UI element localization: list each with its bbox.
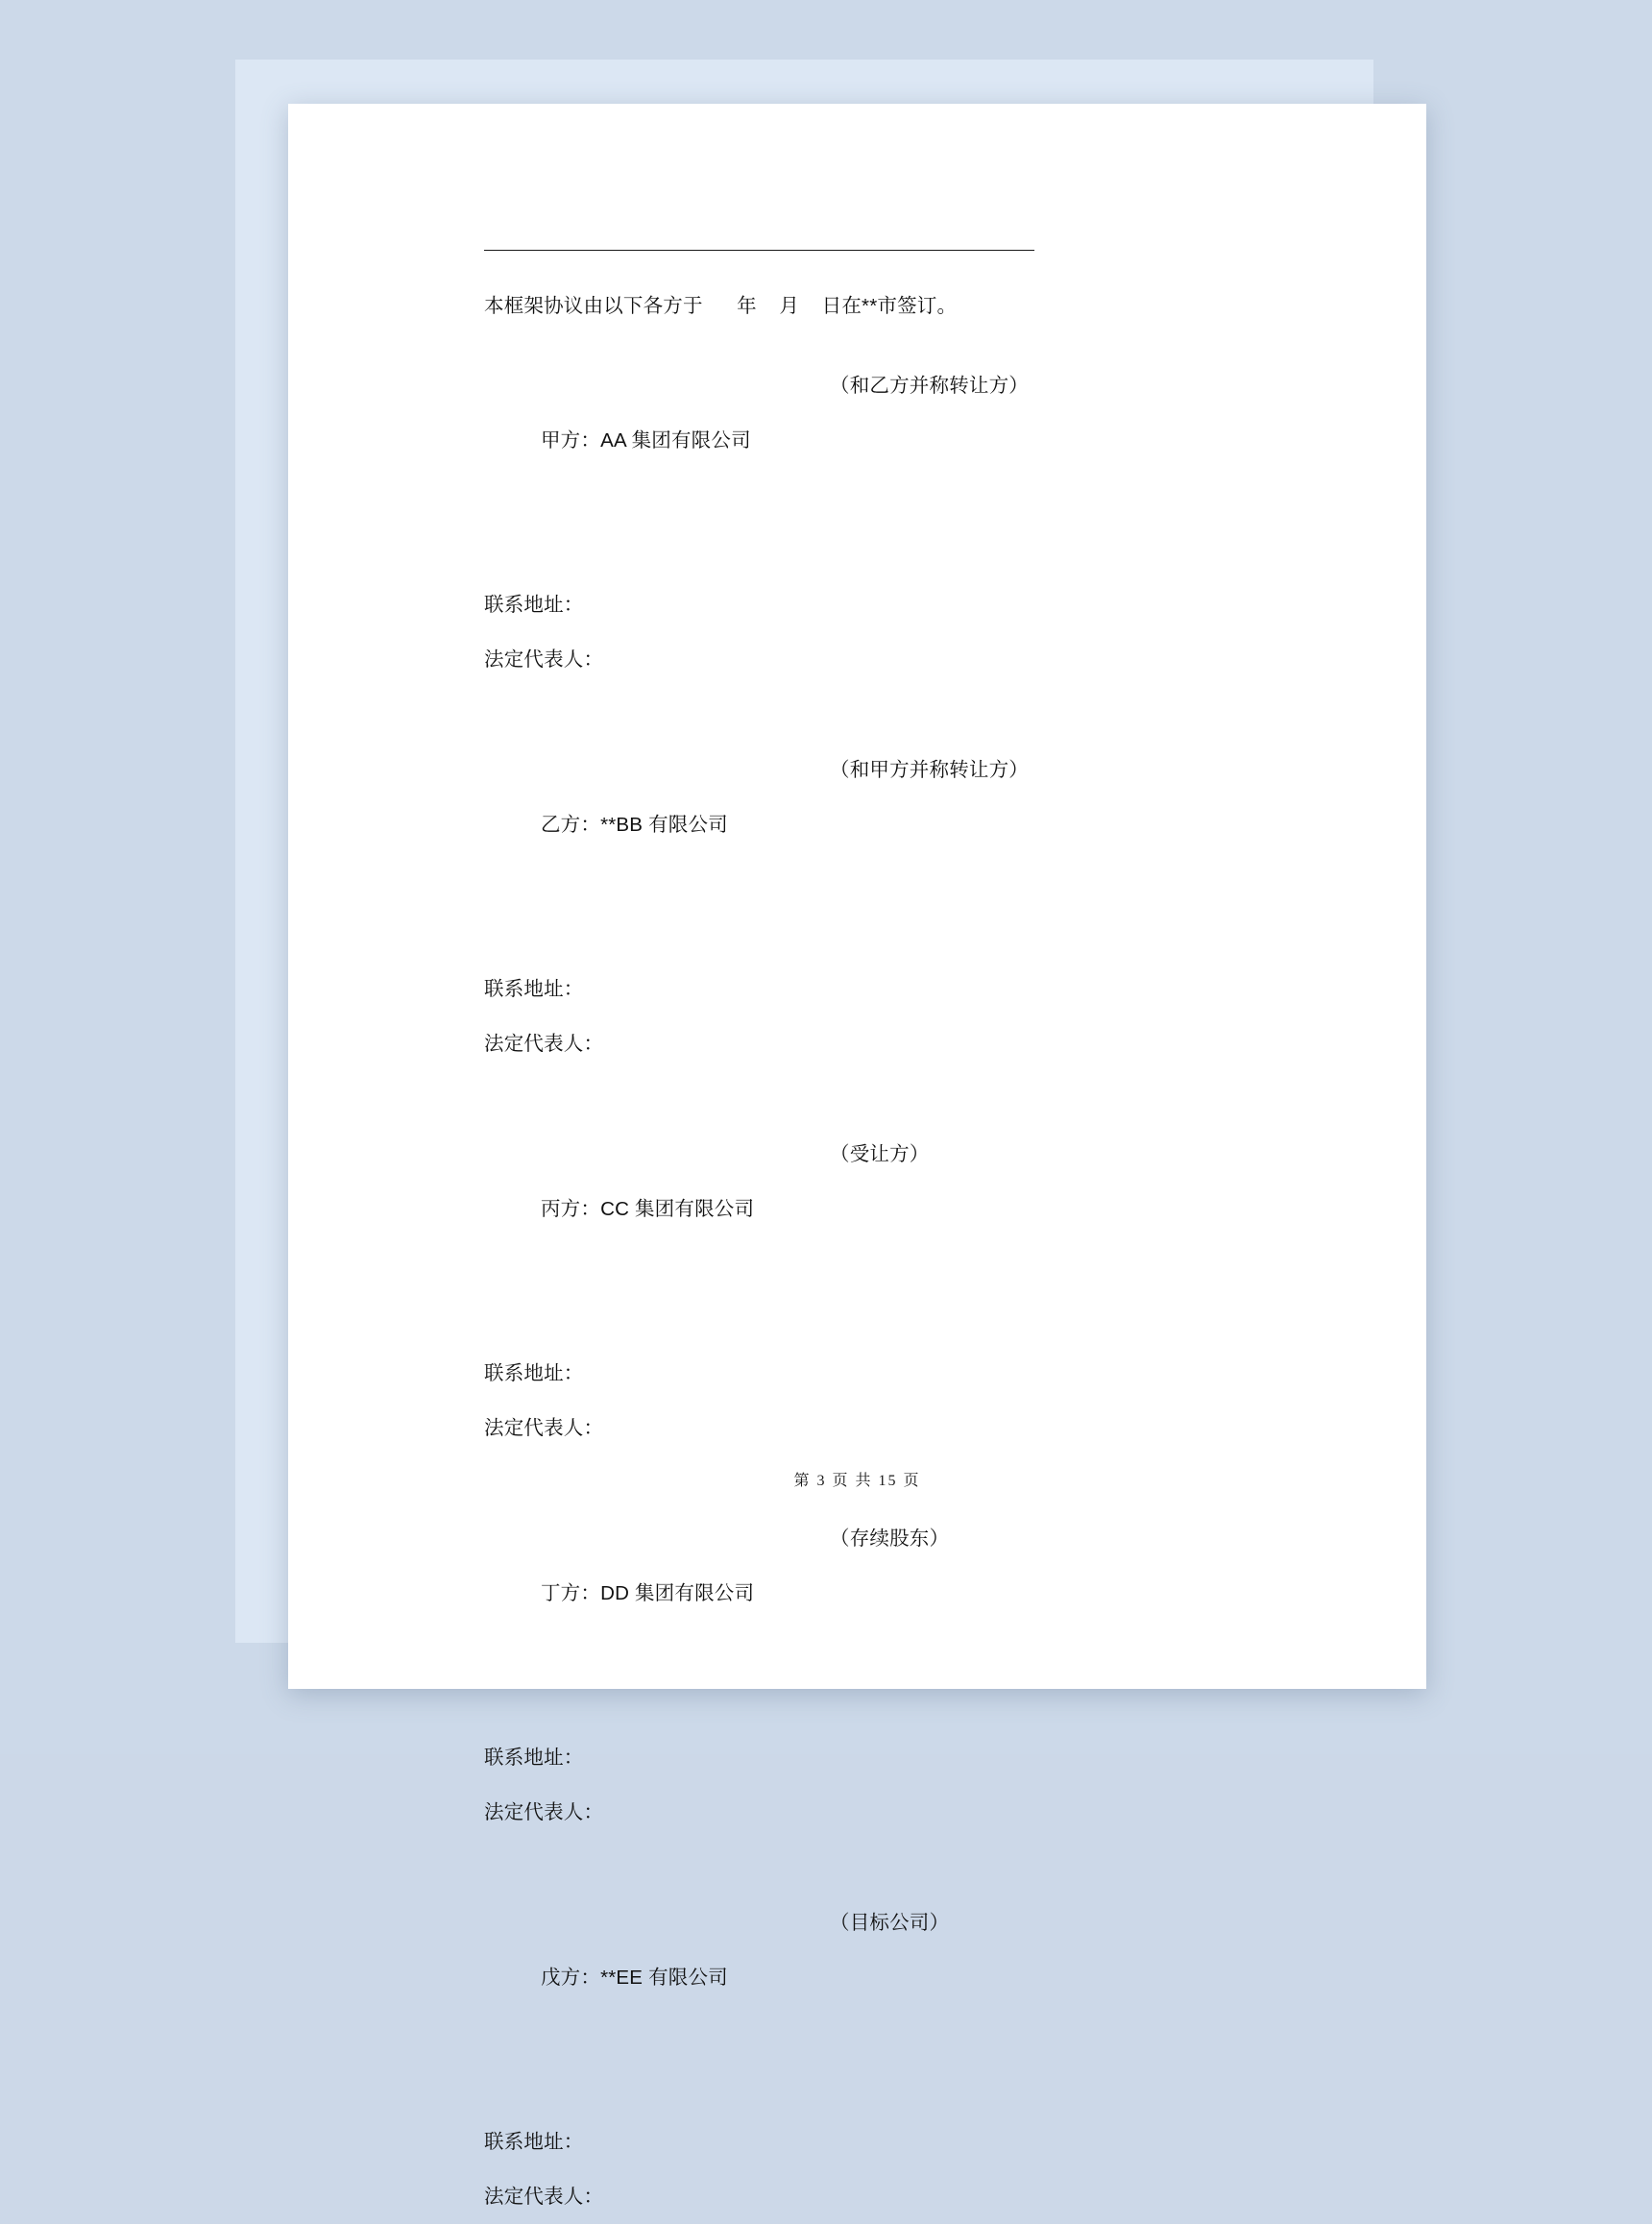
spacer — [484, 1840, 1243, 1895]
party-address-label: 联系地址： — [484, 978, 584, 1000]
party-role-note: （目标公司） — [830, 1912, 950, 1934]
party-name-line — [484, 743, 1243, 962]
party-name-line — [484, 358, 1243, 577]
party-role-note: （存续股东） — [830, 1527, 950, 1550]
spacer — [484, 333, 1243, 358]
spacer — [484, 1071, 1243, 1127]
party-address-label: 联系地址： — [484, 1362, 584, 1384]
party-address-label: 联系地址： — [484, 1747, 584, 1769]
intro-line: 本框架协议由以下各方于 年 月 日在**市签订。 — [484, 295, 958, 317]
party-name-line — [484, 1895, 1243, 2114]
party-name: 甲方：AA 集团有限公司 — [540, 429, 751, 452]
party-role-note: （和乙方并称转让方） — [830, 375, 1029, 397]
party-legal-rep-label: 法定代表人： — [484, 648, 604, 671]
party-name-line — [484, 1127, 1243, 1346]
party-address-label: 联系地址： — [484, 594, 584, 616]
party-legal-rep-label: 法定代表人： — [484, 2186, 604, 2208]
horizontal-rule — [484, 250, 1034, 251]
document-body — [484, 279, 1243, 2224]
party-name-line — [484, 1511, 1243, 1730]
page-footer: 第 3 页 共 15 页 — [793, 1473, 921, 1489]
party-name: 戊方：**EE 有限公司 — [540, 1967, 728, 1989]
spacer — [484, 687, 1243, 743]
party-role-note: （和甲方并称转让方） — [830, 759, 1029, 781]
party-address-label: 联系地址： — [484, 2131, 584, 2153]
party-name: 丁方：DD 集团有限公司 — [540, 1582, 755, 1604]
party-role-note: （受让方） — [830, 1143, 930, 1165]
document-page — [288, 104, 1426, 2208]
document-page-content — [288, 104, 1426, 2208]
party-legal-rep-label: 法定代表人： — [484, 1033, 604, 1055]
party-legal-rep-label: 法定代表人： — [484, 1417, 604, 1439]
party-name: 丙方：CC 集团有限公司 — [540, 1198, 755, 1220]
party-legal-rep-label: 法定代表人： — [484, 1801, 604, 1823]
party-name: 乙方：**BB 有限公司 — [540, 814, 728, 836]
